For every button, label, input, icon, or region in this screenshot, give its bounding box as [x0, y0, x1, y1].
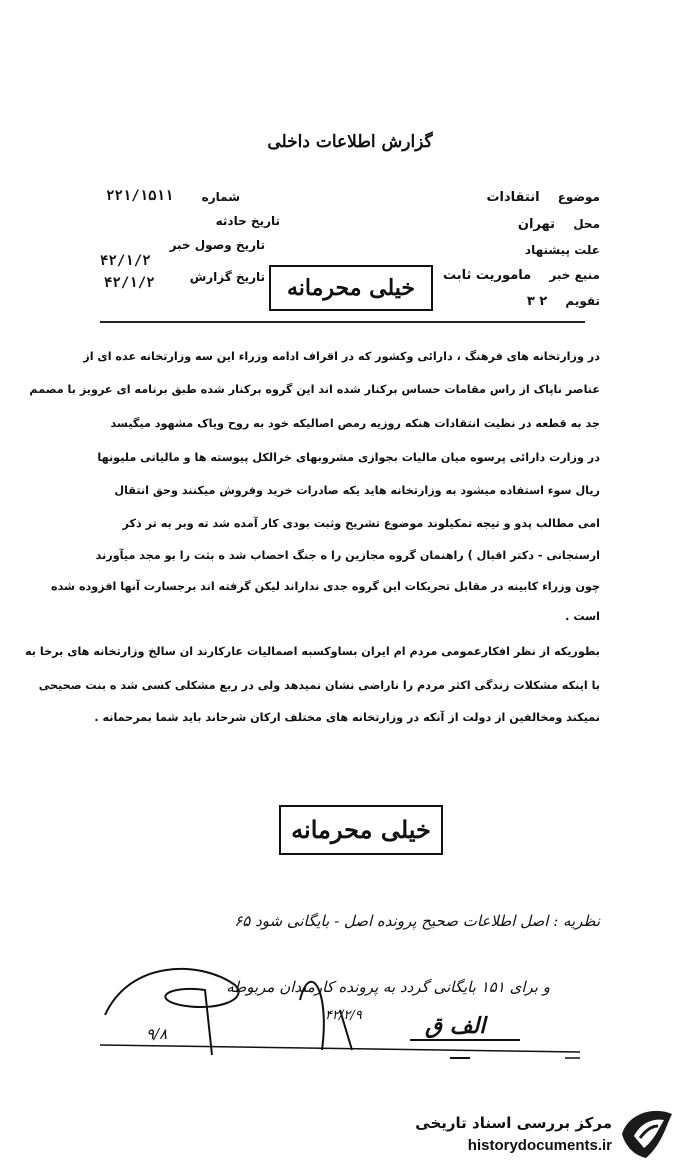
archive-logo-icon: [618, 1106, 676, 1162]
document-title: گزارش اطلاعات داخلی: [267, 132, 433, 152]
paragraph1-line: در وزارت دارائی پرسوه میان مالیات بجوازی مشروبهای خرالکل پیوسته ها و مالیاتی ملیونها: [97, 451, 600, 464]
archive-site[interactable]: historydocuments.ir: [467, 1137, 612, 1154]
event-date-label: تاریخ حادثه: [215, 214, 280, 228]
subject-value: انتقادات: [486, 190, 540, 205]
paragraph1-line: امی مطالب پدو و تیجه تمکیلوند موضوع تشریح وثبت بودی کار آمده شد ته وبر به تر ذکر: [122, 517, 600, 530]
assessment-label: تقویم: [565, 294, 600, 308]
paragraph1-line: ریال سوء استفاده میشود به وزارتخانه هاید یکه صادرات خرید وفروش میکنند وحق انتقال: [114, 484, 600, 497]
confidential-stamp-bottom: خیلی محرمانه: [279, 805, 443, 855]
source-value: ماموریت ثابت: [442, 268, 532, 283]
paragraph2-line: نمیکند ومخالفین از دولت از آنکه در وزارتخانه های مختلف ارکان شرحاند باید شما بمرحمانه .: [94, 711, 600, 724]
number-label: شماره: [201, 190, 240, 204]
paragraph1-line: جد به قطعه در نظیت انتقادات هنکه روزیه رمص اصالیکه خود به روح ویاک مشهود میگیسد: [110, 417, 600, 430]
location-value: تهران: [517, 217, 556, 232]
paragraph2-line: بطوریکه از نظر افکارعمومی مردم ام ایران بساوکسبه اصمالیات عارکارند ان سالخ وزارتخانه های برخا به: [25, 645, 600, 658]
signature-text: الف ق: [425, 1013, 486, 1039]
paragraph1-line: عناصر ناپاک از راس مقامات حساس برکنار شده اند این گروه برکنار شده طبق برنامه ای عرویز با مصمم: [29, 383, 600, 396]
archive-name: مرکز بررسی اسناد تاریخی: [415, 1114, 612, 1132]
date-note: ۹/۸: [146, 1025, 168, 1043]
confidential-stamp-top: خیلی محرمانه: [269, 265, 433, 311]
paragraph1-line: چون وزراء کابینه در مقابل تحریکات این گروه جدی نداراند لیکن گرفته اند برجسارت آنها افزوده شده: [50, 580, 600, 593]
handwritten-note-line2: و برای ۱۵۱ بایگانی گردد به پرونده کارمندان مربوطه: [226, 978, 550, 996]
report-date-label: تاریخ گزارش: [189, 270, 265, 284]
receipt-date-label: تاریخ وصول خبر: [169, 238, 265, 252]
receipt-date-value: ۴۲/۱/۲: [100, 253, 151, 269]
location-label: محل: [573, 217, 600, 231]
paragraph1-line: است .: [565, 610, 600, 623]
paragraph1-line: ارسنجانی - دکتر اقبال ) راهنمان گروه مجازین را ه جنگ احصاب شد ه بثت را بو مجد میآورند: [95, 549, 600, 562]
assessment-value: ۲ ۳: [526, 294, 548, 309]
subject-label: موضوع: [557, 190, 600, 204]
paragraph1-line: در وزارتخانه های فرهنگ ، دارائی وکشور که در اقراف ادامه وزراء این سه وزارتخانه عده ای از: [83, 350, 600, 363]
source-label: منبع خبر: [549, 268, 600, 282]
report-date-value: ۴۲/۱/۲: [104, 275, 155, 291]
number-note: ۴۲/۲/۹: [325, 1008, 362, 1023]
paragraph2-line: با اینکه مشکلات زندگی اکثر مردم را ناراضی نشان نمیدهد ولی در ربع مشکلی کسی شد ه بنت صحیحی: [38, 679, 600, 692]
applicant-label: علت پیشنهاد: [524, 243, 600, 257]
number-value: ۲۲۱/۱۵۱۱: [106, 188, 174, 204]
handwritten-note-line1: نظریه : اصل اطلاعات صحیح پرونده اصل - بایگانی شود ۶۵: [234, 912, 600, 930]
